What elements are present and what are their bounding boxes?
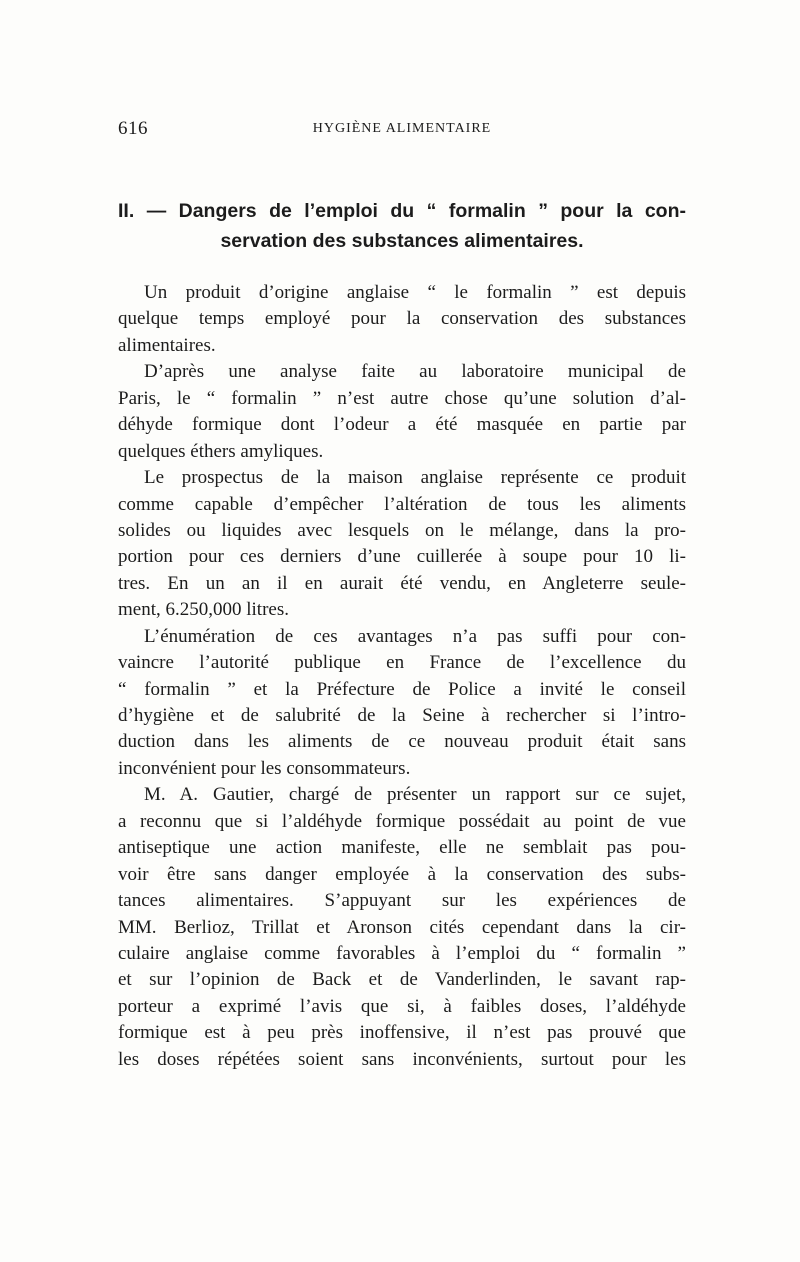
body-text [118, 280, 686, 1073]
text-line: inconvénient pour les consommateurs. [118, 757, 411, 779]
text-line: D’après une analyse faite au laboratoire municipal de [144, 361, 686, 383]
text-line: M. A. Gautier, chargé de présenter un rapport sur ce sujet, [144, 784, 686, 806]
text-line: voir être sans danger employée à la conservation des subs- [118, 863, 686, 885]
text-line: alimentaires. [118, 334, 216, 356]
text-line: “ formalin ” et la Préfecture de Police a invité le conseil [118, 678, 686, 700]
section-title-line: servation des substances alimentaires. [220, 230, 584, 252]
page-number: 616 [118, 118, 148, 139]
text-line: L’énumération de ces avantages n’a pas suffi pour con- [144, 625, 686, 647]
text-line: Un produit d’origine anglaise “ le formalin ” est depuis [144, 282, 686, 303]
text-line: tances alimentaires. S’appuyant sur les expériences de [118, 890, 686, 912]
text-line: formique est à peu près inoffensive, il n’est pas prouvé que [118, 1022, 686, 1044]
text-line: duction dans les aliments de ce nouveau produit était sans [118, 731, 686, 753]
page-header [118, 118, 686, 144]
text-line: MM. Berlioz, Trillat et Aronson cités cependant dans la cir- [118, 916, 686, 938]
text-line: les doses répétées soient sans inconvénients, surtout pour les [118, 1048, 686, 1070]
running-head: HYGIÈNE ALIMENTAIRE [312, 121, 492, 136]
text-line: a reconnu que si l’aldéhyde formique possédait au point de vue [118, 810, 686, 832]
text-line: porteur a exprimé l’avis que si, à faibles doses, l’aldéhyde [118, 995, 686, 1017]
text-line: tres. En un an il en aurait été vendu, en Angleterre seule- [118, 572, 686, 594]
text-line: déhyde formique dont l’odeur a été masquée en partie par [118, 414, 686, 436]
text-line: comme capable d’empêcher l’altération de tous les aliments [118, 493, 686, 515]
text-line: vaincre l’autorité publique en France de l’excellence du [118, 652, 686, 674]
text-line: Paris, le “ formalin ” n’est autre chose qu’une solution d’al- [118, 387, 686, 409]
text-line: culaire anglaise comme favorables à l’emploi du “ formalin ” [118, 942, 686, 964]
section-title-line: II. — Dangers de l’emploi du “ formalin ” pour la con- [118, 200, 686, 222]
text-line: d’hygiène et de salubrité de la Seine à rechercher si l’intro- [118, 705, 686, 726]
text-line: et sur l’opinion de Back et de Vanderlinden, le savant rap- [118, 969, 686, 991]
text-line: portion pour ces derniers d’une cuillerée à soupe pour 10 li- [118, 546, 686, 568]
text-line: antiseptique une action manifeste, elle ne semblait pas pou- [118, 837, 686, 859]
text-line: quelque temps employé pour la conservation des substances [118, 308, 686, 330]
text-line: Le prospectus de la maison anglaise représente ce produit [144, 467, 686, 489]
section-title [118, 196, 686, 256]
text-line: solides ou liquides avec lesquels on le mélange, dans la pro- [118, 519, 686, 541]
text-line: ment, 6.250,000 litres. [118, 599, 289, 621]
text-line: quelques éthers amyliques. [118, 440, 324, 462]
